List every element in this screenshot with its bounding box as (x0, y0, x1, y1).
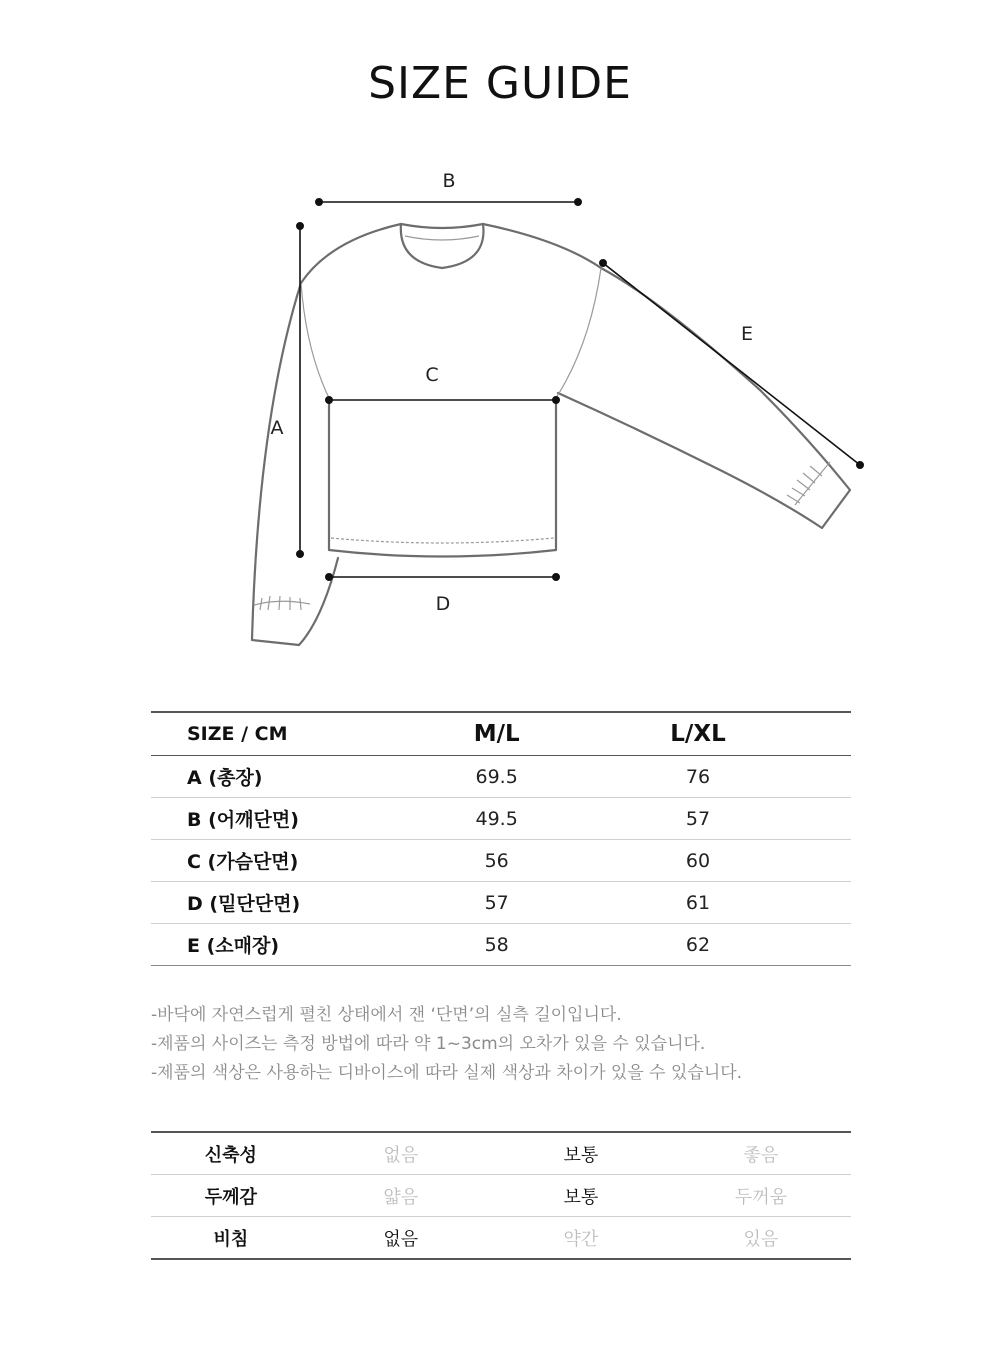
property-option: 없음 (383, 1228, 419, 1250)
label-b: B (442, 170, 456, 192)
row-value-lxl: 60 (685, 849, 711, 872)
property-option: 보통 (563, 1186, 599, 1208)
table-row (151, 840, 851, 882)
row-value-ml: 57 (484, 891, 509, 914)
size-table-header (151, 712, 851, 756)
property-option: 있음 (743, 1228, 779, 1250)
fabric-property-table (151, 1131, 851, 1260)
table-row (151, 882, 851, 924)
note-line: -제품의 색상은 사용하는 디바이스에 따라 실제 색상과 차이가 있을 수 있습니다. (151, 1063, 743, 1083)
property-option: 약간 (563, 1228, 599, 1250)
row-value-lxl: 57 (685, 807, 711, 830)
property-option: 얇음 (383, 1186, 419, 1208)
row-label: B (어깨단면) (187, 809, 299, 831)
property-option: 보통 (563, 1144, 599, 1166)
table-row (151, 798, 851, 840)
size-table (151, 711, 851, 966)
property-option: 없음 (383, 1144, 419, 1166)
row-value-ml: 69.5 (475, 765, 518, 788)
header-size-ml: M/L (473, 721, 520, 747)
property-row-sheerness (151, 1217, 851, 1260)
label-e: E (740, 323, 754, 345)
table-row (151, 924, 851, 966)
property-option: 두꺼움 (734, 1186, 788, 1208)
row-label: A (총장) (187, 767, 263, 789)
property-label: 신축성 (204, 1144, 257, 1166)
property-label: 비침 (213, 1228, 249, 1250)
measurement-notes (151, 1001, 851, 1088)
row-value-lxl: 62 (685, 933, 711, 956)
note-line: -바닥에 자연스럽게 펼친 상태에서 잰 ‘단면’의 실측 길이입니다. (151, 1005, 622, 1025)
header-size-unit: SIZE / CM (187, 723, 288, 745)
label-a: A (270, 417, 284, 439)
row-label: C (가슴단면) (187, 851, 299, 873)
row-label: E (소매장) (187, 935, 280, 957)
row-label: D (밑단단면) (187, 893, 301, 915)
header-size-lxl: L/XL (670, 721, 726, 747)
row-value-ml: 56 (484, 849, 509, 872)
label-c: C (425, 364, 439, 386)
row-value-ml: 58 (484, 933, 509, 956)
property-row-stretch (151, 1132, 851, 1175)
row-value-lxl: 61 (685, 891, 711, 914)
row-value-lxl: 76 (685, 765, 711, 788)
property-label: 두께감 (204, 1186, 257, 1208)
row-value-ml: 49.5 (475, 807, 518, 830)
property-row-thickness (151, 1175, 851, 1217)
page-title: SIZE GUIDE (368, 58, 632, 109)
table-row (151, 756, 851, 798)
note-line: -제품의 사이즈는 측정 방법에 따라 약 1~3cm의 오차가 있을 수 있습니다. (151, 1034, 706, 1054)
label-d: D (435, 593, 451, 615)
property-option: 좋음 (743, 1144, 779, 1166)
